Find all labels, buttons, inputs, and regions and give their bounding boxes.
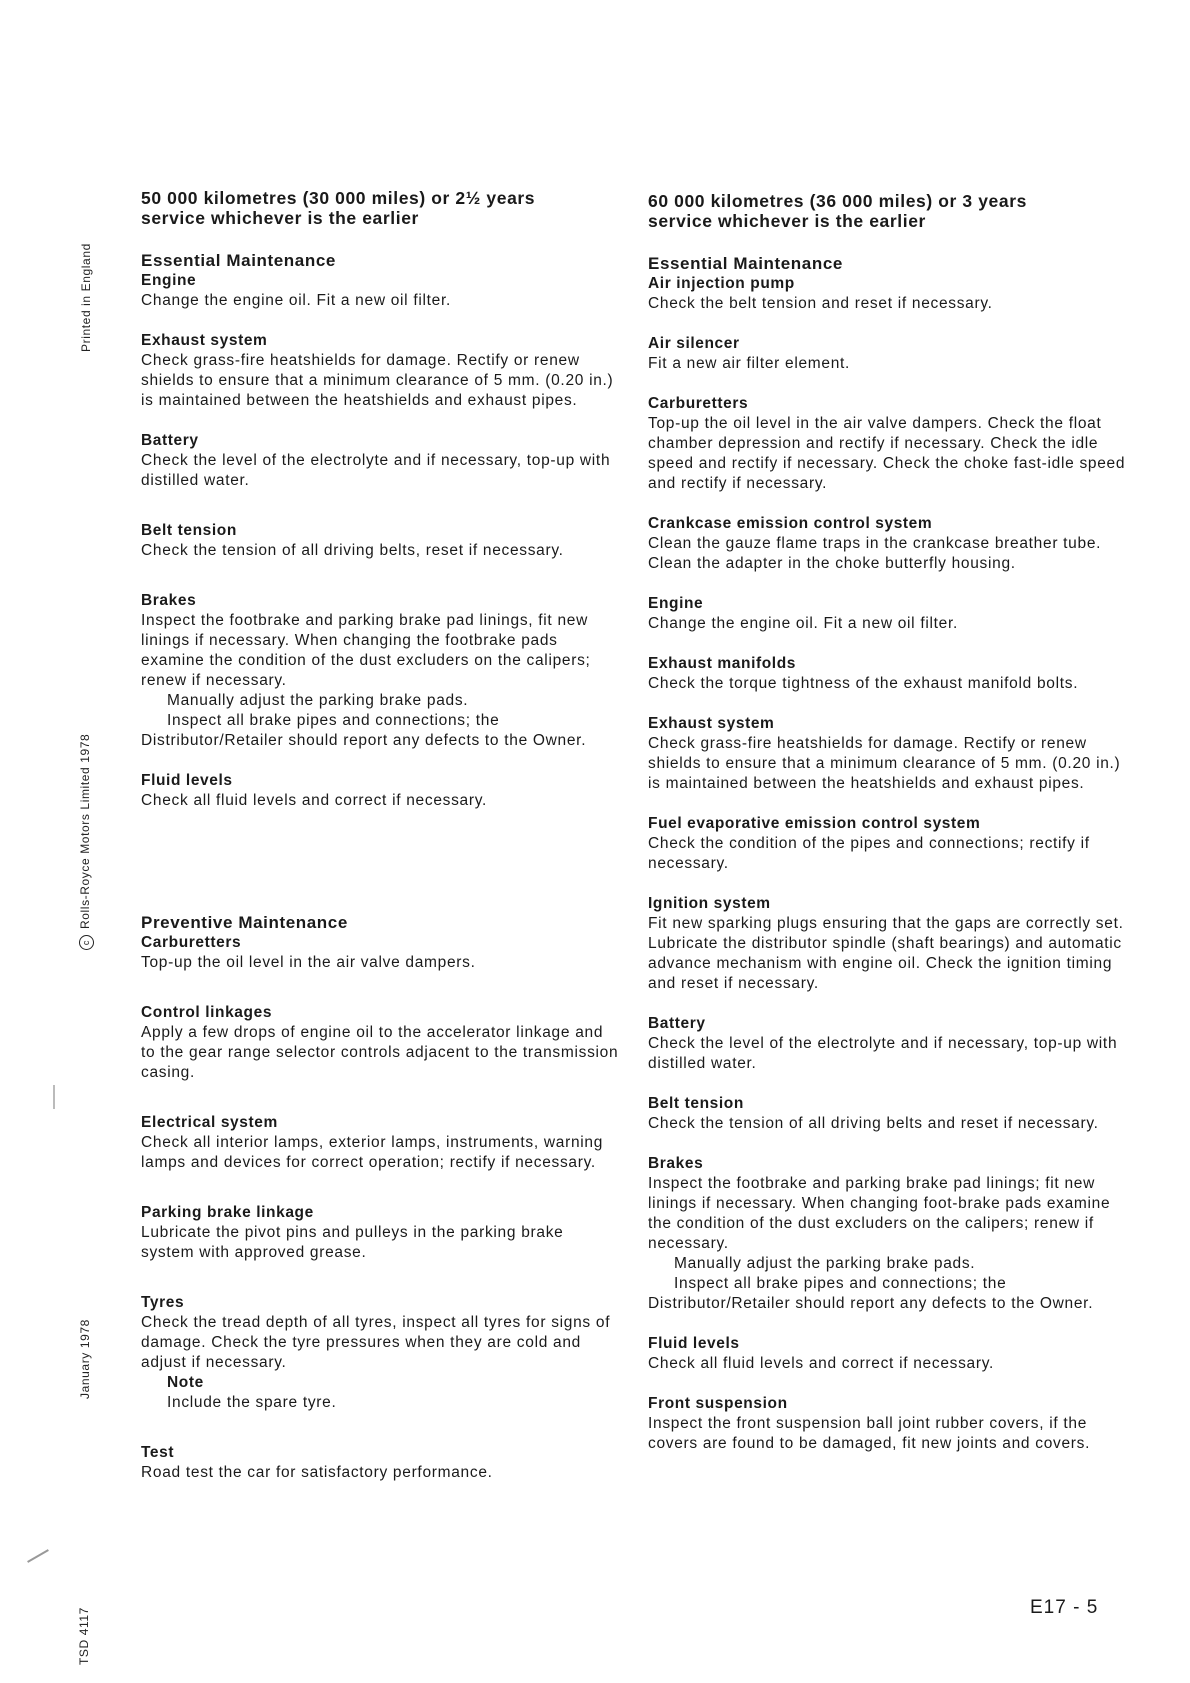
page-number: E17 - 5 <box>1030 1597 1099 1618</box>
left-brakes-text-2: Manually adjust the parking brake pads. <box>167 692 469 709</box>
left-engine-text: Change the engine oil. Fit a new oil filter. <box>141 292 451 309</box>
copyright-text: Rolls-Royce Motors Limited 1978 <box>78 733 92 929</box>
right-brakes-text: Inspect the footbrake and parking brake pad linings; fit new linings if necessary. When changing foot-brake pads examine the condition of the dust excluders on the calipers; renew if necessary. <box>648 1175 1111 1252</box>
issue-date: January 1978 <box>78 1319 92 1399</box>
right-carb-text: Top-up the oil level in the air valve dampers. Check the float chamber depression and rectify if necessary. Check the idle speed and rectify if necessary. Check the choke fast-idle speed and rectify if necessary. <box>648 415 1126 492</box>
left-essential-title: Essential Maintenance <box>141 251 336 270</box>
right-silencer-text: Fit a new air filter element. <box>648 355 851 372</box>
left-fluid-text: Check all fluid levels and correct if necessary. <box>141 792 488 809</box>
right-airpump-title: Air injection pump <box>648 275 795 292</box>
printed-in-england: Printed in England <box>79 243 93 352</box>
left-brakes-text: Inspect the footbrake and parking brake pad linings, fit new linings if necessary. When changing the footbrake pads examine the condition of the dust excluders on the calipers; renew if necessary. <box>141 612 591 689</box>
left-heading: 50 000 kilometres (30 000 miles) or 2½ years service whichever is the earlier <box>141 188 536 228</box>
left-control-text: Apply a few drops of engine oil to the accelerator linkage and to the gear range selector controls adjacent to the transmission casing. <box>141 1024 619 1081</box>
right-carb-title: Carburetters <box>648 395 749 412</box>
right-battery-title: Battery <box>648 1015 706 1032</box>
right-front-text: Inspect the front suspension ball joint rubber covers, if the covers are found to be damaged, fit new joints and covers. <box>648 1415 1091 1452</box>
left-belt-title: Belt tension <box>141 522 237 539</box>
left-control-title: Control linkages <box>141 1004 273 1021</box>
left-electrical-title: Electrical system <box>141 1114 278 1131</box>
left-parking-title: Parking brake linkage <box>141 1204 314 1221</box>
right-battery-text: Check the level of the electrolyte and if necessary, top-up with distilled water. <box>648 1035 1118 1072</box>
right-brakes-text-2: Manually adjust the parking brake pads. <box>674 1255 976 1272</box>
scan-mark <box>53 1085 55 1109</box>
right-ignition-text: Fit new sparking plugs ensuring that the gaps are correctly set. Lubricate the distributor spindle (shaft bearings) and automatic advance mechanism with engine oil. Check the ignition timing and reset if necessary. <box>648 915 1124 992</box>
right-essential-title: Essential Maintenance <box>648 254 843 273</box>
right-brakes-title: Brakes <box>648 1155 704 1172</box>
left-exhaust-text: Check grass-fire heatshields for damage. Rectify or renew shields to ensure that a minimum clearance of 5 mm. (0.20 in.) is maintained between the heatshields and exhaust pipes. <box>141 352 614 409</box>
right-fluid-text: Check all fluid levels and correct if necessary. <box>648 1355 995 1372</box>
right-silencer-title: Air silencer <box>648 335 740 352</box>
left-electrical-text: Check all interior lamps, exterior lamps, instruments, warning lamps and devices for correct operation; rectify if necessary. <box>141 1134 604 1171</box>
tsd-number: TSD 4117 <box>77 1607 91 1665</box>
right-crankcase-title: Crankcase emission control system <box>648 515 933 532</box>
scan-mark-curve <box>27 1549 49 1563</box>
right-engine-text: Change the engine oil. Fit a new oil filter. <box>648 615 958 632</box>
left-carb-title: Carburetters <box>141 934 242 951</box>
left-brakes-title: Brakes <box>141 592 197 609</box>
right-manifolds-title: Exhaust manifolds <box>648 655 797 672</box>
right-fuel-title: Fuel evaporative emission control system <box>648 815 981 832</box>
right-brakes-text-3b: Distributor/Retailer should report any defects to the Owner. <box>648 1295 1094 1312</box>
right-front-title: Front suspension <box>648 1395 788 1412</box>
right-fluid-title: Fluid levels <box>648 1335 740 1352</box>
right-manifolds-text: Check the torque tightness of the exhaust manifold bolts. <box>648 675 1079 692</box>
right-exhaust-title: Exhaust system <box>648 715 775 732</box>
copyright-notice <box>78 734 94 950</box>
left-engine-title: Engine <box>141 272 197 289</box>
left-brakes-text-3b: Distributor/Retailer should report any defects to the Owner. <box>141 732 587 749</box>
left-preventive-title: Preventive Maintenance <box>141 913 348 932</box>
right-fuel-text: Check the condition of the pipes and connections; rectify if necessary. <box>648 835 1090 872</box>
left-test-title: Test <box>141 1444 175 1461</box>
right-heading: 60 000 kilometres (36 000 miles) or 3 years service whichever is the earlier <box>648 191 1027 231</box>
right-belt-title: Belt tension <box>648 1095 744 1112</box>
left-fluid-title: Fluid levels <box>141 772 233 789</box>
left-note-title: Note <box>167 1374 204 1391</box>
left-parking-text: Lubricate the pivot pins and pulleys in the parking brake system with approved grease. <box>141 1224 564 1261</box>
right-column <box>648 191 1128 1474</box>
right-brakes-text-3a: Inspect all brake pipes and connections; the <box>674 1275 1007 1292</box>
left-test-text: Road test the car for satisfactory performance. <box>141 1464 493 1481</box>
left-carb-text: Top-up the oil level in the air valve dampers. <box>141 954 476 971</box>
left-brakes-text-3a: Inspect all brake pipes and connections; the <box>167 712 500 729</box>
left-belt-text: Check the tension of all driving belts, reset if necessary. <box>141 542 564 559</box>
copyright-symbol: c <box>79 935 94 950</box>
left-battery-title: Battery <box>141 432 199 449</box>
left-column <box>141 188 619 1503</box>
right-engine-title: Engine <box>648 595 704 612</box>
right-airpump-text: Check the belt tension and reset if necessary. <box>648 295 993 312</box>
left-battery-text: Check the level of the electrolyte and if necessary, top-up with distilled water. <box>141 452 611 489</box>
right-belt-text: Check the tension of all driving belts and reset if necessary. <box>648 1115 1099 1132</box>
right-exhaust-text: Check grass-fire heatshields for damage. Rectify or renew shields to ensure that a minimum clearance of 5 mm. (0.20 in.) is maintained between the heatshields and exhaust pipes. <box>648 735 1121 792</box>
left-note-text: Include the spare tyre. <box>167 1394 337 1411</box>
left-exhaust-title: Exhaust system <box>141 332 268 349</box>
right-ignition-title: Ignition system <box>648 895 771 912</box>
right-crankcase-text: Clean the gauze flame traps in the crankcase breather tube. Clean the adapter in the choke butterfly housing. <box>648 535 1102 572</box>
left-tyres-text: Check the tread depth of all tyres, inspect all tyres for signs of damage. Check the tyre pressures when they are cold and adjust if necessary. <box>141 1314 611 1371</box>
left-tyres-title: Tyres <box>141 1294 185 1311</box>
